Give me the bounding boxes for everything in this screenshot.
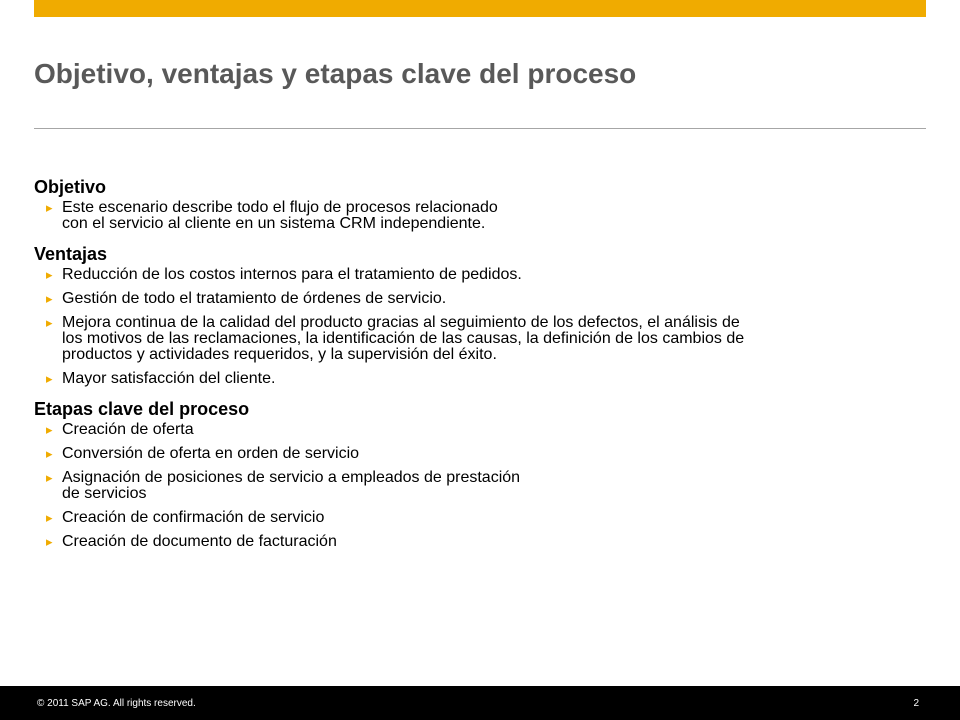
bullet-text: Gestión de todo el tratamiento de órdenes de servicio. [62, 290, 447, 307]
bullet-list [34, 422, 926, 550]
footer-bar [0, 686, 960, 720]
triangle-right-icon: ▸ [46, 446, 53, 461]
triangle-right-icon: ▸ [46, 534, 53, 549]
bullet-item [34, 534, 926, 550]
bullet-text: Mejora continua de la calidad del producto gracias al seguimiento de los defectos, el análisis de los motivos de las reclamaciones, la identificación de las causas, la definición de los cambios de productos y actividades requeridos, y la supervisión del éxito. [62, 314, 745, 363]
triangle-right-icon: ▸ [46, 422, 53, 437]
section [34, 176, 926, 232]
section-heading: Ventajas [34, 244, 108, 264]
bullet-item [34, 470, 926, 502]
bullet-item [34, 291, 926, 307]
section-heading: Objetivo [34, 177, 107, 197]
bullet-item [34, 510, 926, 526]
bullet-item [34, 200, 926, 232]
bullet-text: Conversión de oferta en orden de servicio [62, 445, 360, 462]
section [34, 398, 926, 550]
section-heading: Etapas clave del proceso [34, 399, 250, 419]
triangle-right-icon: ▸ [46, 267, 53, 282]
triangle-right-icon: ▸ [46, 200, 53, 215]
bullet-text: Creación de oferta [62, 421, 194, 438]
bullet-text: Este escenario describe todo el flujo de procesos relacionado con el servicio al cliente en un sistema CRM independiente. [62, 199, 498, 232]
slide-title: Objetivo, ventajas y etapas clave del proceso [34, 58, 637, 89]
triangle-right-icon: ▸ [46, 291, 53, 306]
bullet-list [34, 267, 926, 387]
bullet-text: Creación de confirmación de servicio [62, 509, 325, 526]
triangle-right-icon: ▸ [46, 510, 53, 525]
top-accent-bar [34, 0, 926, 17]
bullet-item [34, 267, 926, 283]
triangle-right-icon: ▸ [46, 371, 53, 386]
bullet-text: Creación de documento de facturación [62, 533, 337, 550]
bullet-item [34, 315, 926, 363]
bullet-text: Asignación de posiciones de servicio a empleados de prestación de servicios [62, 469, 521, 502]
bullet-list [34, 200, 926, 232]
slide-content [34, 176, 926, 561]
footer-copyright: © 2011 SAP AG. All rights reserved. [37, 698, 196, 709]
bullet-item [34, 371, 926, 387]
bullet-text: Mayor satisfacción del cliente. [62, 370, 276, 387]
title-divider [34, 128, 926, 129]
bullet-item [34, 422, 926, 438]
page-number: 2 [913, 698, 919, 709]
triangle-right-icon: ▸ [46, 470, 53, 485]
bullet-text: Reducción de los costos internos para el tratamiento de pedidos. [62, 266, 522, 283]
triangle-right-icon: ▸ [46, 315, 53, 330]
bullet-item [34, 446, 926, 462]
section [34, 243, 926, 387]
